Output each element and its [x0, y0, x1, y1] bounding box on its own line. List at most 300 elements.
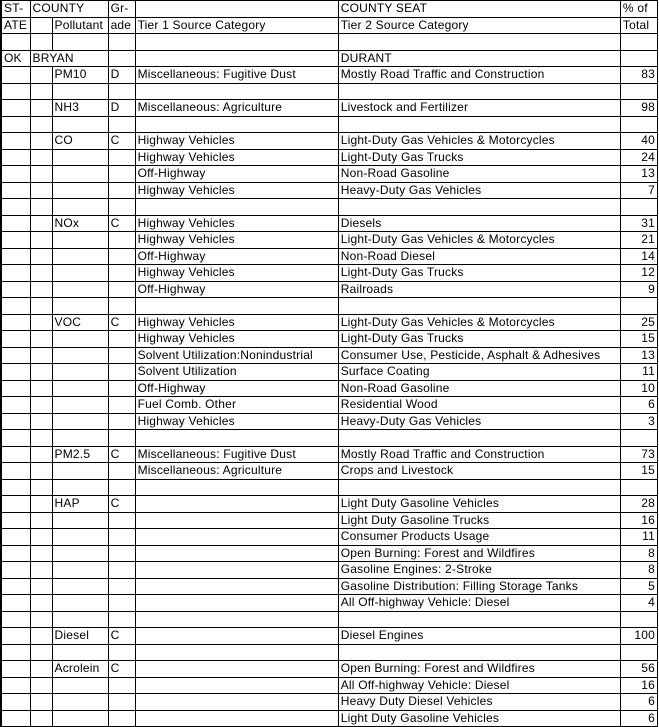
cell[interactable]: [135, 199, 338, 216]
pct-cell[interactable]: 98: [620, 100, 657, 117]
state-cell[interactable]: [1, 463, 30, 480]
county-cell[interactable]: [30, 578, 52, 595]
tier1-cell[interactable]: [135, 694, 338, 711]
cell[interactable]: [620, 50, 657, 67]
pollutant-cell[interactable]: VOC: [52, 314, 108, 331]
county-cell[interactable]: [30, 265, 52, 282]
county-cell[interactable]: [30, 215, 52, 232]
pollutant-cell[interactable]: [52, 182, 108, 199]
tier1-cell[interactable]: Off-Highway: [135, 380, 338, 397]
county-cell[interactable]: [30, 463, 52, 480]
cell[interactable]: [30, 430, 52, 447]
cell[interactable]: [30, 116, 52, 133]
grade-cell[interactable]: [108, 232, 135, 249]
cell[interactable]: [620, 644, 657, 661]
tier1-cell[interactable]: Highway Vehicles: [135, 413, 338, 430]
state-cell[interactable]: [1, 67, 30, 84]
state-cell[interactable]: [1, 694, 30, 711]
cell[interactable]: [108, 611, 135, 628]
pollutant-cell[interactable]: [52, 281, 108, 298]
state-cell[interactable]: [1, 512, 30, 529]
cell[interactable]: [52, 611, 108, 628]
cell[interactable]: [1, 199, 30, 216]
cell[interactable]: [135, 611, 338, 628]
grade-cell[interactable]: D: [108, 67, 135, 84]
cell[interactable]: [108, 199, 135, 216]
cell[interactable]: [1, 116, 30, 133]
cell[interactable]: [52, 430, 108, 447]
state-cell[interactable]: [1, 529, 30, 546]
state-cell[interactable]: OK: [1, 50, 30, 67]
county-cell[interactable]: [30, 281, 52, 298]
tier1-cell[interactable]: [135, 595, 338, 612]
grade-cell[interactable]: C: [108, 314, 135, 331]
county-cell[interactable]: [30, 133, 52, 150]
pct-cell[interactable]: 56: [620, 661, 657, 678]
cell[interactable]: [108, 50, 135, 67]
tier2-cell[interactable]: Surface Coating: [338, 364, 620, 381]
pollutant-cell[interactable]: [52, 710, 108, 727]
tier1-cell[interactable]: [135, 545, 338, 562]
tier2-cell[interactable]: Light Duty Gasoline Vehicles: [338, 710, 620, 727]
cell[interactable]: [52, 298, 108, 315]
pct-cell[interactable]: 12: [620, 265, 657, 282]
tier2-cell[interactable]: Mostly Road Traffic and Construction: [338, 446, 620, 463]
tier2-cell[interactable]: All Off-highway Vehicle: Diesel: [338, 595, 620, 612]
tier1-cell[interactable]: Off-Highway: [135, 166, 338, 183]
pollutant-cell[interactable]: [52, 166, 108, 183]
cell[interactable]: [135, 298, 338, 315]
tier2-cell[interactable]: Non-Road Gasoline: [338, 380, 620, 397]
tier1-cell[interactable]: [135, 710, 338, 727]
grade-cell[interactable]: [108, 331, 135, 348]
pct-cell[interactable]: 13: [620, 166, 657, 183]
cell[interactable]: [135, 644, 338, 661]
pct-cell[interactable]: 8: [620, 562, 657, 579]
cell[interactable]: [30, 644, 52, 661]
cell[interactable]: [108, 83, 135, 100]
header-county-blank[interactable]: [30, 17, 52, 34]
county-cell[interactable]: [30, 166, 52, 183]
tier1-cell[interactable]: Off-Highway: [135, 248, 338, 265]
pollutant-cell[interactable]: [52, 380, 108, 397]
cell[interactable]: [620, 83, 657, 100]
tier2-cell[interactable]: Consumer Products Usage: [338, 529, 620, 546]
grade-cell[interactable]: [108, 529, 135, 546]
pct-cell[interactable]: 14: [620, 248, 657, 265]
tier1-cell[interactable]: Miscellaneous: Fugitive Dust: [135, 67, 338, 84]
pollutant-cell[interactable]: [52, 331, 108, 348]
pct-cell[interactable]: 8: [620, 545, 657, 562]
grade-cell[interactable]: [108, 413, 135, 430]
state-cell[interactable]: [1, 628, 30, 645]
cell[interactable]: [338, 479, 620, 496]
grade-cell[interactable]: [108, 281, 135, 298]
tier2-cell[interactable]: Heavy-Duty Gas Vehicles: [338, 413, 620, 430]
state-cell[interactable]: [1, 413, 30, 430]
grade-cell[interactable]: [108, 364, 135, 381]
tier1-cell[interactable]: [135, 496, 338, 513]
cell[interactable]: [338, 611, 620, 628]
tier2-cell[interactable]: Open Burning: Forest and Wildfires: [338, 661, 620, 678]
pollutant-cell[interactable]: [52, 364, 108, 381]
tier2-cell[interactable]: Light-Duty Gas Vehicles & Motorcycles: [338, 133, 620, 150]
pollutant-cell[interactable]: [52, 397, 108, 414]
grade-cell[interactable]: C: [108, 628, 135, 645]
pollutant-cell[interactable]: [52, 149, 108, 166]
tier2-cell[interactable]: Light-Duty Gas Vehicles & Motorcycles: [338, 232, 620, 249]
tier2-cell[interactable]: Mostly Road Traffic and Construction: [338, 67, 620, 84]
cell[interactable]: [1, 298, 30, 315]
pct-cell[interactable]: 24: [620, 149, 657, 166]
pct-cell[interactable]: 6: [620, 397, 657, 414]
pct-cell[interactable]: 100: [620, 628, 657, 645]
state-cell[interactable]: [1, 215, 30, 232]
header-county-seat[interactable]: COUNTY SEAT: [338, 1, 620, 18]
pollutant-cell[interactable]: [52, 232, 108, 249]
tier1-cell[interactable]: Highway Vehicles: [135, 133, 338, 150]
pollutant-cell[interactable]: [52, 595, 108, 612]
pollutant-cell[interactable]: PM2.5: [52, 446, 108, 463]
cell[interactable]: [30, 611, 52, 628]
cell[interactable]: [30, 34, 52, 51]
tier2-cell[interactable]: Open Burning: Forest and Wildfires: [338, 545, 620, 562]
state-cell[interactable]: [1, 595, 30, 612]
cell[interactable]: [620, 199, 657, 216]
tier1-cell[interactable]: [135, 512, 338, 529]
state-cell[interactable]: [1, 182, 30, 199]
county-cell[interactable]: [30, 67, 52, 84]
cell[interactable]: [108, 116, 135, 133]
tier1-cell[interactable]: Highway Vehicles: [135, 215, 338, 232]
pct-cell[interactable]: 13: [620, 347, 657, 364]
tier1-cell[interactable]: [135, 628, 338, 645]
county-cell[interactable]: [30, 677, 52, 694]
grade-cell[interactable]: [108, 677, 135, 694]
state-cell[interactable]: [1, 166, 30, 183]
pollutant-cell[interactable]: NOx: [52, 215, 108, 232]
grade-cell[interactable]: [108, 347, 135, 364]
pollutant-cell[interactable]: [52, 578, 108, 595]
tier2-cell[interactable]: Light Duty Gasoline Trucks: [338, 512, 620, 529]
pct-cell[interactable]: 4: [620, 595, 657, 612]
cell[interactable]: [338, 83, 620, 100]
cell[interactable]: [338, 644, 620, 661]
county-cell[interactable]: [30, 562, 52, 579]
cell[interactable]: [108, 644, 135, 661]
cell[interactable]: [1, 644, 30, 661]
tier1-cell[interactable]: Miscellaneous: Agriculture: [135, 463, 338, 480]
cell[interactable]: [620, 116, 657, 133]
pollutant-cell[interactable]: NH3: [52, 100, 108, 117]
pollutant-cell[interactable]: [52, 248, 108, 265]
header-state-top[interactable]: ST-: [1, 1, 30, 18]
cell[interactable]: [620, 611, 657, 628]
pollutant-cell[interactable]: [52, 512, 108, 529]
county-cell[interactable]: [30, 397, 52, 414]
pct-cell[interactable]: 31: [620, 215, 657, 232]
county-cell[interactable]: [30, 512, 52, 529]
tier2-cell[interactable]: Railroads: [338, 281, 620, 298]
cell[interactable]: [30, 199, 52, 216]
pollutant-cell[interactable]: [52, 529, 108, 546]
tier1-cell[interactable]: [135, 677, 338, 694]
cell[interactable]: [1, 611, 30, 628]
grade-cell[interactable]: C: [108, 446, 135, 463]
pollutant-cell[interactable]: HAP: [52, 496, 108, 513]
pct-cell[interactable]: 16: [620, 512, 657, 529]
tier1-cell[interactable]: [135, 578, 338, 595]
pollutant-cell[interactable]: [52, 677, 108, 694]
cell[interactable]: [1, 34, 30, 51]
grade-cell[interactable]: C: [108, 133, 135, 150]
pollutant-cell[interactable]: CO: [52, 133, 108, 150]
tier2-cell[interactable]: Heavy Duty Diesel Vehicles: [338, 694, 620, 711]
pct-cell[interactable]: 6: [620, 694, 657, 711]
cell[interactable]: [135, 50, 338, 67]
cell[interactable]: [108, 430, 135, 447]
state-cell[interactable]: [1, 397, 30, 414]
cell[interactable]: [52, 199, 108, 216]
state-cell[interactable]: [1, 710, 30, 727]
state-cell[interactable]: [1, 364, 30, 381]
grade-cell[interactable]: [108, 149, 135, 166]
cell[interactable]: [52, 83, 108, 100]
grade-cell[interactable]: [108, 562, 135, 579]
pct-cell[interactable]: 83: [620, 67, 657, 84]
county-cell[interactable]: [30, 364, 52, 381]
grade-cell[interactable]: [108, 512, 135, 529]
header-blank[interactable]: [135, 1, 338, 18]
county-cell[interactable]: [30, 694, 52, 711]
pct-cell[interactable]: 73: [620, 446, 657, 463]
cell[interactable]: [1, 83, 30, 100]
tier1-cell[interactable]: Highway Vehicles: [135, 182, 338, 199]
state-cell[interactable]: [1, 265, 30, 282]
county-cell[interactable]: [30, 710, 52, 727]
cell[interactable]: [52, 116, 108, 133]
county-cell[interactable]: [30, 628, 52, 645]
cell[interactable]: [30, 83, 52, 100]
county-cell[interactable]: [30, 595, 52, 612]
tier2-cell[interactable]: Heavy-Duty Gas Vehicles: [338, 182, 620, 199]
cell[interactable]: [135, 430, 338, 447]
pollutant-cell[interactable]: [52, 347, 108, 364]
county-cell[interactable]: [30, 149, 52, 166]
header-pollutant[interactable]: Pollutant: [52, 17, 108, 34]
cell[interactable]: [52, 479, 108, 496]
pct-cell[interactable]: 11: [620, 529, 657, 546]
grade-cell[interactable]: [108, 694, 135, 711]
pollutant-cell[interactable]: Diesel: [52, 628, 108, 645]
county-cell[interactable]: [30, 529, 52, 546]
cell[interactable]: [338, 199, 620, 216]
grade-cell[interactable]: D: [108, 100, 135, 117]
county-cell[interactable]: [30, 496, 52, 513]
county-cell[interactable]: [30, 331, 52, 348]
header-pct-bottom[interactable]: Total: [620, 17, 657, 34]
state-cell[interactable]: [1, 314, 30, 331]
county-cell[interactable]: [30, 413, 52, 430]
grade-cell[interactable]: [108, 545, 135, 562]
pollutant-cell[interactable]: [52, 413, 108, 430]
county-cell[interactable]: [30, 248, 52, 265]
state-cell[interactable]: [1, 677, 30, 694]
cell[interactable]: [108, 479, 135, 496]
tier2-cell[interactable]: Livestock and Fertilizer: [338, 100, 620, 117]
cell[interactable]: [135, 116, 338, 133]
cell[interactable]: [338, 430, 620, 447]
tier2-cell[interactable]: Consumer Use, Pesticide, Asphalt & Adhesives: [338, 347, 620, 364]
state-cell[interactable]: [1, 100, 30, 117]
cell[interactable]: [52, 34, 108, 51]
cell[interactable]: [620, 34, 657, 51]
pollutant-cell[interactable]: [52, 463, 108, 480]
state-cell[interactable]: [1, 661, 30, 678]
county-cell[interactable]: [30, 347, 52, 364]
cell[interactable]: [52, 644, 108, 661]
pct-cell[interactable]: 21: [620, 232, 657, 249]
tier2-cell[interactable]: All Off-highway Vehicle: Diesel: [338, 677, 620, 694]
tier1-cell[interactable]: Highway Vehicles: [135, 314, 338, 331]
header-grade-top[interactable]: Gr-: [108, 1, 135, 18]
grade-cell[interactable]: [108, 397, 135, 414]
tier2-cell[interactable]: Gasoline Distribution: Filling Storage Tanks: [338, 578, 620, 595]
pollutant-cell[interactable]: [52, 562, 108, 579]
cell[interactable]: [620, 298, 657, 315]
cell[interactable]: [30, 479, 52, 496]
county-cell[interactable]: [30, 232, 52, 249]
cell[interactable]: [620, 430, 657, 447]
tier1-cell[interactable]: Highway Vehicles: [135, 331, 338, 348]
pct-cell[interactable]: 15: [620, 463, 657, 480]
header-state-bottom[interactable]: ATE: [1, 17, 30, 34]
state-cell[interactable]: [1, 248, 30, 265]
state-cell[interactable]: [1, 446, 30, 463]
grade-cell[interactable]: C: [108, 215, 135, 232]
pct-cell[interactable]: 7: [620, 182, 657, 199]
cell[interactable]: [338, 34, 620, 51]
grade-cell[interactable]: [108, 380, 135, 397]
pct-cell[interactable]: 3: [620, 413, 657, 430]
tier2-cell[interactable]: Diesel Engines: [338, 628, 620, 645]
cell[interactable]: [620, 479, 657, 496]
state-cell[interactable]: [1, 562, 30, 579]
grade-cell[interactable]: [108, 265, 135, 282]
grade-cell[interactable]: [108, 595, 135, 612]
grade-cell[interactable]: C: [108, 496, 135, 513]
pct-cell[interactable]: 11: [620, 364, 657, 381]
pct-cell[interactable]: 9: [620, 281, 657, 298]
cell[interactable]: [135, 83, 338, 100]
tier1-cell[interactable]: [135, 529, 338, 546]
tier1-cell[interactable]: Highway Vehicles: [135, 265, 338, 282]
state-cell[interactable]: [1, 281, 30, 298]
county-seat-cell[interactable]: DURANT: [338, 50, 620, 67]
tier2-cell[interactable]: Diesels: [338, 215, 620, 232]
state-cell[interactable]: [1, 331, 30, 348]
header-pct-top[interactable]: % of: [620, 1, 657, 18]
tier2-cell[interactable]: Light-Duty Gas Vehicles & Motorcycles: [338, 314, 620, 331]
pollutant-cell[interactable]: [52, 265, 108, 282]
pct-cell[interactable]: 16: [620, 677, 657, 694]
tier1-cell[interactable]: Fuel Comb. Other: [135, 397, 338, 414]
county-cell[interactable]: [30, 545, 52, 562]
tier2-cell[interactable]: Gasoline Engines: 2-Stroke: [338, 562, 620, 579]
pct-cell[interactable]: 25: [620, 314, 657, 331]
tier1-cell[interactable]: Highway Vehicles: [135, 149, 338, 166]
state-cell[interactable]: [1, 149, 30, 166]
county-cell[interactable]: [30, 380, 52, 397]
pollutant-cell[interactable]: Acrolein: [52, 661, 108, 678]
grade-cell[interactable]: [108, 182, 135, 199]
cell[interactable]: [338, 298, 620, 315]
grade-cell[interactable]: [108, 710, 135, 727]
pct-cell[interactable]: 10: [620, 380, 657, 397]
county-cell[interactable]: [30, 446, 52, 463]
pollutant-cell[interactable]: [52, 545, 108, 562]
header-county[interactable]: COUNTY: [30, 1, 108, 18]
state-cell[interactable]: [1, 232, 30, 249]
tier1-cell[interactable]: Miscellaneous: Fugitive Dust: [135, 446, 338, 463]
cell[interactable]: [1, 479, 30, 496]
grade-cell[interactable]: [108, 463, 135, 480]
tier2-cell[interactable]: Light-Duty Gas Trucks: [338, 331, 620, 348]
pct-cell[interactable]: 40: [620, 133, 657, 150]
tier2-cell[interactable]: Non-Road Gasoline: [338, 166, 620, 183]
pct-cell[interactable]: 6: [620, 710, 657, 727]
tier2-cell[interactable]: Light-Duty Gas Trucks: [338, 265, 620, 282]
grade-cell[interactable]: [108, 248, 135, 265]
grade-cell[interactable]: [108, 166, 135, 183]
cell[interactable]: [1, 430, 30, 447]
tier1-cell[interactable]: [135, 661, 338, 678]
grade-cell[interactable]: C: [108, 661, 135, 678]
tier2-cell[interactable]: Light-Duty Gas Trucks: [338, 149, 620, 166]
tier1-cell[interactable]: Miscellaneous: Agriculture: [135, 100, 338, 117]
state-cell[interactable]: [1, 496, 30, 513]
pollutant-cell[interactable]: [52, 694, 108, 711]
header-grade-bottom[interactable]: ade: [108, 17, 135, 34]
tier1-cell[interactable]: Off-Highway: [135, 281, 338, 298]
header-tier1[interactable]: Tier 1 Source Category: [135, 17, 338, 34]
tier1-cell[interactable]: Solvent Utilization: [135, 364, 338, 381]
pct-cell[interactable]: 28: [620, 496, 657, 513]
grade-cell[interactable]: [108, 578, 135, 595]
header-tier2[interactable]: Tier 2 Source Category: [338, 17, 620, 34]
tier1-cell[interactable]: [135, 562, 338, 579]
tier2-cell[interactable]: Light Duty Gasoline Vehicles: [338, 496, 620, 513]
state-cell[interactable]: [1, 380, 30, 397]
cell[interactable]: [135, 34, 338, 51]
cell[interactable]: [135, 479, 338, 496]
tier1-cell[interactable]: Solvent Utilization:Nonindustrial: [135, 347, 338, 364]
tier1-cell[interactable]: Highway Vehicles: [135, 232, 338, 249]
cell[interactable]: [30, 298, 52, 315]
cell[interactable]: [108, 298, 135, 315]
state-cell[interactable]: [1, 347, 30, 364]
pct-cell[interactable]: 15: [620, 331, 657, 348]
pct-cell[interactable]: 5: [620, 578, 657, 595]
county-cell[interactable]: [30, 661, 52, 678]
state-cell[interactable]: [1, 578, 30, 595]
state-cell[interactable]: [1, 133, 30, 150]
tier2-cell[interactable]: Crops and Livestock: [338, 463, 620, 480]
county-cell[interactable]: [30, 182, 52, 199]
tier2-cell[interactable]: Non-Road Diesel: [338, 248, 620, 265]
county-cell[interactable]: BRYAN: [30, 50, 108, 67]
cell[interactable]: [338, 116, 620, 133]
